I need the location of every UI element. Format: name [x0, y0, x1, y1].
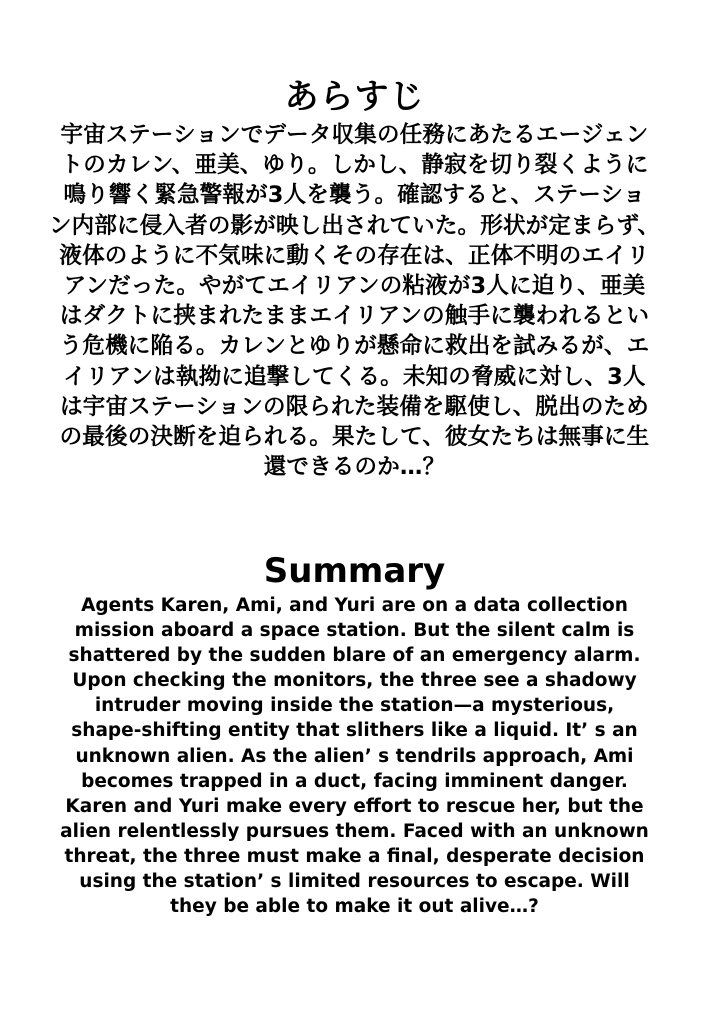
synopsis-jp-line: ン内部に侵入者の影が映し出されていた。形状が定まらず、 — [48, 212, 661, 239]
summary-en-line: Karen and Yuri make every effort to rescue her, but the — [65, 795, 644, 817]
synopsis-jp-line: 鳴り響く緊急警報が3人を襲う。確認すると、ステーショ — [63, 182, 646, 209]
synopsis-jp-line: は宇宙ステーションの限られた装備を駆使し、脱出のため — [60, 393, 649, 420]
synopsis-jp-body — [30, 120, 679, 482]
summary-en-line: alien relentlessly pursues them. Faced with an unknown — [60, 820, 649, 842]
summary-en-section — [20, 549, 689, 919]
summary-en-line: Upon checking the monitors, the three see a shadowy — [72, 670, 637, 692]
synopsis-jp-line: アンだった。やがてエイリアンの粘液が3人に迫り、亜美 — [63, 273, 646, 300]
synopsis-jp-line: 液体のように不気味に動くその存在は、正体不明のエイリ — [59, 242, 650, 269]
summary-en-line: unknown alien. As the alien’ s tendrils approach, Ami — [75, 745, 634, 767]
synopsis-jp-line: 宇宙ステーションでデータ収集の任務にあたるエージェン — [60, 122, 649, 148]
synopsis-jp-line: う危機に陥る。カレンとゆりが懸命に救出を試みるが、エ — [59, 333, 650, 360]
synopsis-jp-line: トのカレン、亜美、ゆり。しかし、静寂を切り裂くように — [60, 152, 649, 179]
summary-en-line: becomes trapped in a duct, facing imminent danger. — [81, 770, 628, 792]
summary-en-title: Summary — [263, 551, 446, 591]
summary-en-line: mission aboard a space station. But the silent calm is — [74, 620, 635, 642]
summary-en-line: they be able to make it out alive…? — [170, 896, 539, 918]
synopsis-jp-line: はダクトに挟まれたままエイリアンの触手に襲われるとい — [59, 303, 650, 330]
synopsis-jp-line: イリアンは執拗に追撃してくる。未知の脅威に対し、3人 — [63, 363, 646, 390]
summary-en-body — [20, 593, 689, 919]
summary-en-line: intruder moving inside the station—a mysterious, — [94, 695, 615, 717]
summary-en-line: threat, the three must make a final, desperate decision — [64, 845, 645, 867]
summary-en-line: using the station’ s limited resources to escape. Will — [79, 871, 630, 893]
summary-en-line: shape-shifting entity that slithers like a liquid. It’ s an — [71, 720, 638, 742]
summary-en-line: shattered by the sudden blare of an emergency alarm. — [68, 645, 641, 667]
synopsis-jp-line: の最後の決断を迫られる。果たして、彼女たちは無事に生 — [59, 424, 650, 451]
summary-en-line: Agents Karen, Ami, and Yuri are on a data collection — [81, 595, 628, 616]
synopsis-jp-section — [30, 74, 679, 482]
synopsis-jp-title: あらすじ — [284, 77, 425, 117]
synopsis-jp-line: 還できるのか…？ — [263, 454, 446, 481]
